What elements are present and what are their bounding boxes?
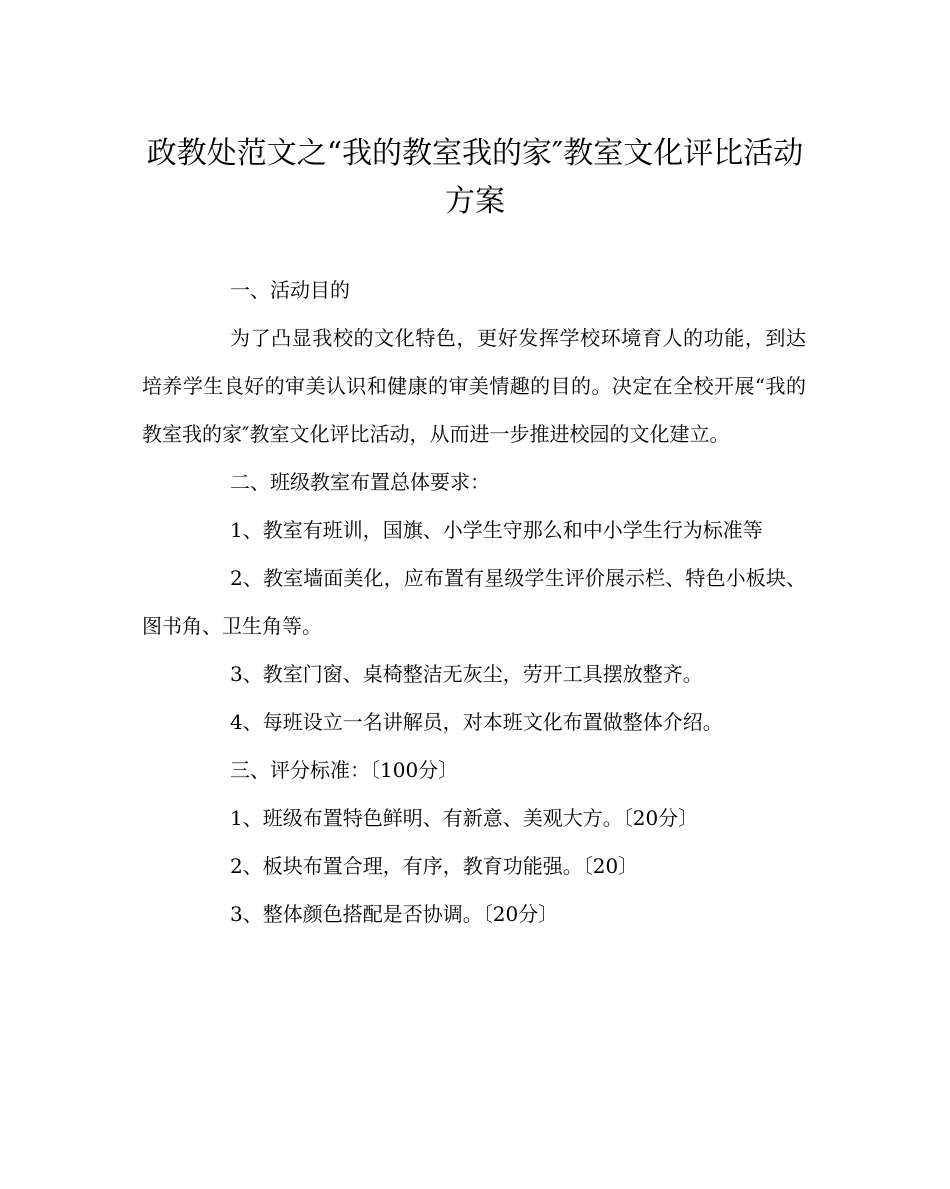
scoring-item-1: 1、班级布置特色鲜明、有新意、美观大方。〔20分〕 xyxy=(230,806,699,830)
scoring-item-3: 3、整体颜色搭配是否协调。〔20分〕 xyxy=(230,902,559,926)
document-title: 政教处范文之“我的教室我的家″教室文化评比活动方案 xyxy=(146,136,804,219)
section-heading-requirements: 二、班级教室布置总体要求： xyxy=(230,470,490,494)
scoring-item-2: 2、板块布置合理，有序，教育功能强。〔20〕 xyxy=(230,854,639,878)
requirement-item-4: 4、每班设立一名讲解员，对本班文化布置做整体介绍。 xyxy=(230,710,723,734)
requirement-item-2: 2、教室墙面美化，应布置有星级学生评价展示栏、特色小板块、图书角、卫生角等。 xyxy=(142,566,806,638)
section-heading-scoring: 三、评分标准：〔100分〕 xyxy=(230,758,459,782)
document-body xyxy=(142,266,806,938)
requirement-item-3: 3、教室门窗、桌椅整洁无灰尘，劳开工具摆放整齐。 xyxy=(230,662,703,686)
requirement-item-1: 1、教室有班训，国旗、小学生守那么和中小学生行为标准等 xyxy=(230,518,763,542)
purpose-paragraph: 为了凸显我校的文化特色，更好发挥学校环境育人的功能，到达培养学生良好的审美认识和健康的审美情趣的目的。决定在全校开展“我的教室我的家″教室文化评比活动，从而进一步推进校园的文化建立。 xyxy=(142,326,806,446)
section-heading-purpose: 一、活动目的 xyxy=(230,278,350,302)
